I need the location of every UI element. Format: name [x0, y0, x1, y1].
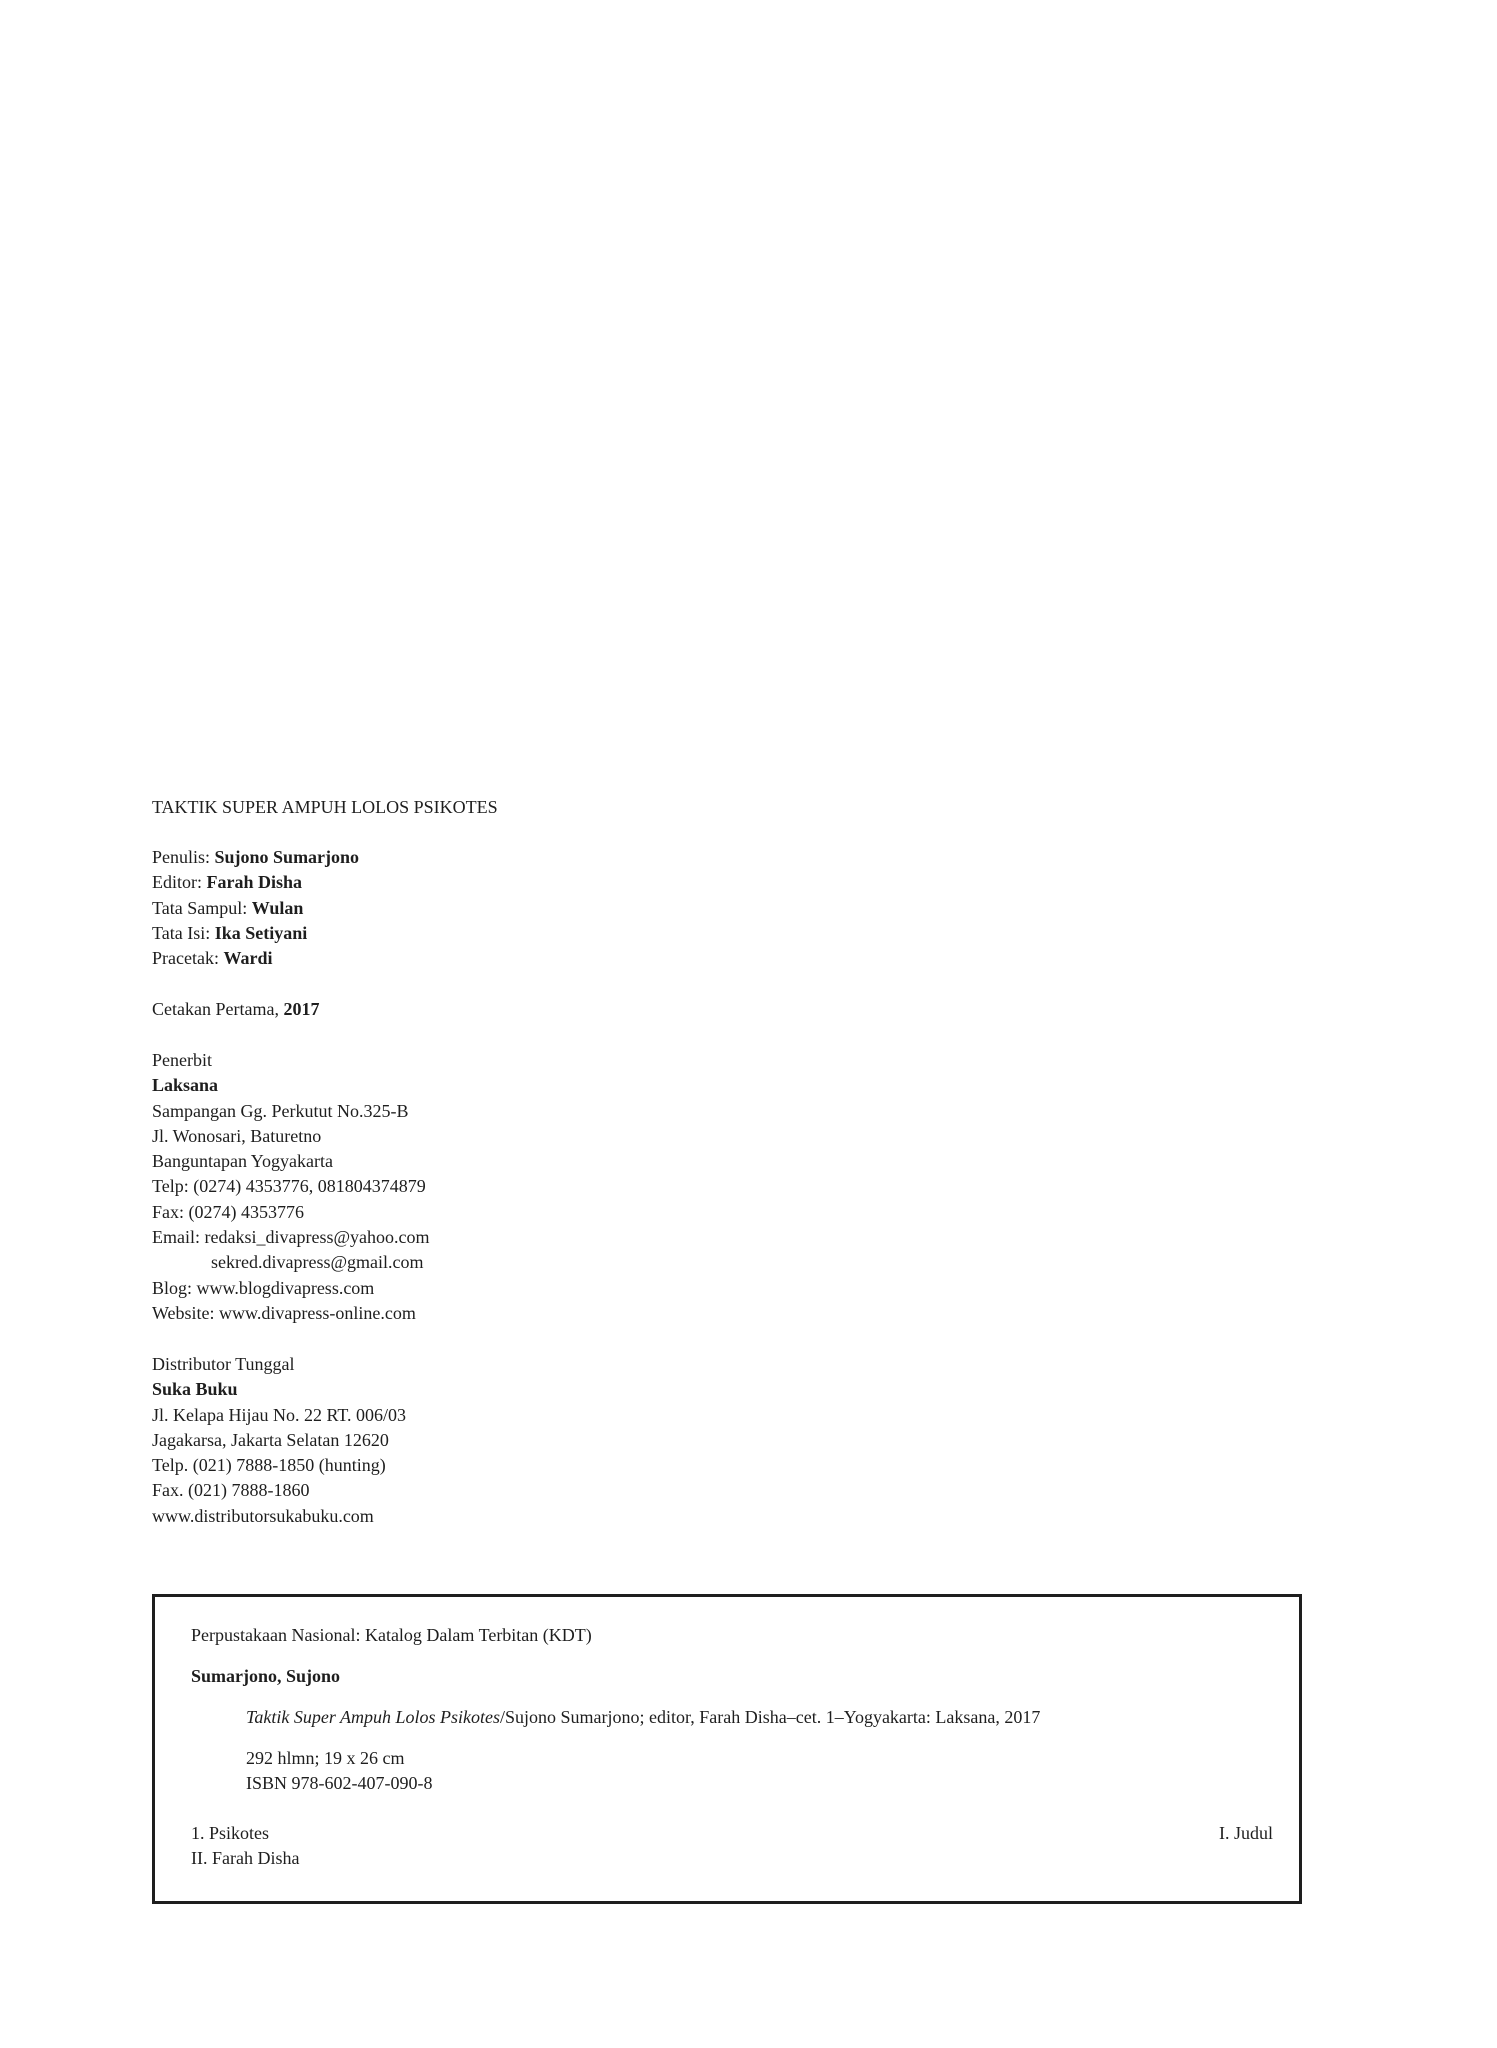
kdt-description: [246, 1705, 1040, 1730]
publisher-website: Website: www.divapress-online.com: [152, 1302, 416, 1323]
publisher-address-2: Jl. Wonosari, Baturetno: [152, 1125, 322, 1146]
credit-preprint: [152, 946, 359, 971]
credit-writer: [152, 845, 359, 870]
publisher-heading: Penerbit: [152, 1050, 212, 1070]
distributor-website: www.distributorsukabuku.com: [152, 1505, 374, 1526]
book-title-block: [152, 795, 498, 820]
credit-cover-design: [152, 896, 359, 921]
credit-label: Tata Isi:: [152, 922, 215, 943]
distributor-phone: Telp. (021) 7888-1850 (hunting): [152, 1455, 386, 1476]
publisher-email-1: Email: redaksi_divapress@yahoo.com: [152, 1227, 430, 1248]
credit-editor: [152, 870, 359, 895]
distributor-info: [152, 1352, 406, 1529]
distributor-address-2: Jagakarsa, Jakarta Selatan 12620: [152, 1429, 389, 1450]
kdt-title-entry: I. Judul: [1219, 1823, 1273, 1843]
publisher-address-1: Sampangan Gg. Perkutut No.325-B: [152, 1100, 409, 1121]
publisher-address-3: Banguntapan Yogyakarta: [152, 1151, 333, 1172]
publisher-name: Laksana: [152, 1075, 219, 1096]
kdt-subject-1: 1. Psikotes: [191, 1823, 270, 1843]
distributor-name: Suka Buku: [152, 1379, 238, 1400]
credit-value: Wulan: [251, 897, 304, 918]
credit-value: Farah Disha: [206, 872, 303, 893]
credit-value: Sujono Sumarjono: [214, 847, 360, 867]
kdt-isbn: ISBN 978-602-407-090-8: [246, 1773, 433, 1793]
publisher-email-2: sekred.divapress@gmail.com: [211, 1252, 424, 1273]
credit-label: Tata Sampul:: [152, 897, 252, 918]
distributor-fax: Fax. (021) 7888-1860: [152, 1480, 310, 1501]
publisher-phone: Telp: (0274) 4353776, 081804374879: [152, 1176, 426, 1197]
edition-year: 2017: [283, 999, 320, 1019]
kdt-description-rest: /Sujono Sumarjono; editor, Farah Disha–cet. 1–Yogyakarta: Laksana, 2017: [500, 1707, 1041, 1727]
kdt-pages: 292 hlmn; 19 x 26 cm: [246, 1748, 405, 1768]
distributor-heading: Distributor Tunggal: [152, 1354, 295, 1374]
publisher-fax: Fax: (0274) 4353776: [152, 1201, 304, 1222]
credit-label: Penulis:: [152, 847, 215, 867]
credit-value: Wardi: [223, 948, 273, 969]
book-title: TAKTIK SUPER AMPUH LOLOS PSIKOTES: [152, 797, 498, 817]
publisher-blog: Blog: www.blogdivapress.com: [152, 1277, 375, 1298]
credit-label: Editor:: [152, 872, 207, 893]
catalog-in-publication-box: [152, 1594, 1302, 1904]
kdt-subject-2: II. Farah Disha: [191, 1848, 300, 1868]
credits-list: [152, 845, 359, 971]
edition-line: [152, 997, 319, 1022]
edition-info: [152, 997, 319, 1022]
publisher-info: [152, 1048, 430, 1326]
edition-label: Cetakan Pertama,: [152, 999, 284, 1019]
credit-value: Ika Setiyani: [214, 922, 308, 943]
kdt-author: Sumarjono, Sujono: [191, 1666, 341, 1686]
distributor-address-1: Jl. Kelapa Hijau No. 22 RT. 006/03: [152, 1404, 407, 1425]
credit-label: Pracetak:: [152, 948, 224, 969]
credit-layout: [152, 921, 359, 946]
kdt-header: Perpustakaan Nasional: Katalog Dalam Terbitan (KDT): [191, 1625, 592, 1645]
kdt-book-title: Taktik Super Ampuh Lolos Psikotes: [246, 1707, 501, 1727]
